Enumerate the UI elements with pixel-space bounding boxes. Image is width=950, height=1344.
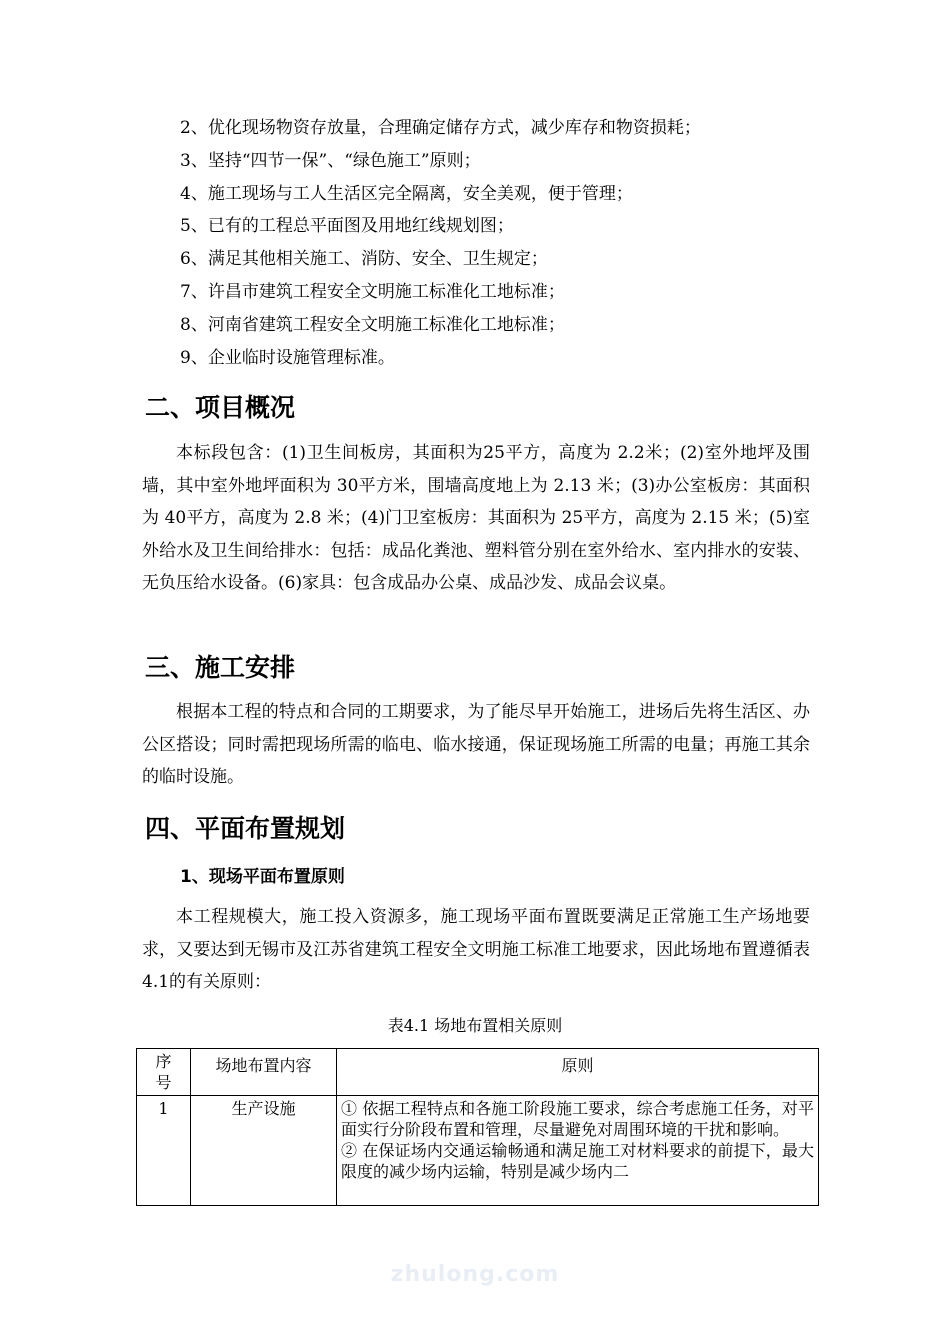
section-heading-layout: 四、平面布置规划 <box>145 814 346 843</box>
arrangement-paragraph: 根据本工程的特点和合同的工期要求，为了能尽早开始施工，进场后先将生活区、办公区搭设；同时需把现场所需的临电、临水接通，保证现场施工所需的电量；再施工其余的临时设施。 <box>142 702 810 787</box>
row-area: 生产设施 <box>191 1096 337 1206</box>
list-item: 6、满足其他相关施工、消防、安全、卫生规定； <box>180 249 548 270</box>
list-item: 2、优化现场物资存放量，合理确定储存方式，减少库存和物资损耗； <box>180 118 701 138</box>
list-item: 5、已有的工程总平面图及用地红线规划图； <box>180 216 514 237</box>
section-heading-arrangement: 三、施工安排 <box>145 653 296 682</box>
rule-item: ① 依据工程特点和各施工阶段施工要求，综合考虑施工任务，对平面实行分阶段布置和管理，尽量避免对周围环境的干扰和影响。 <box>341 1099 814 1139</box>
table-header-row <box>137 1049 819 1096</box>
list-item: 3、坚持“四节一保”、“绿色施工”原则； <box>180 150 481 171</box>
overview-paragraph: 本标段包含：(1)卫生间板房，其面积为25平方，高度为 2.2米；(2)室外地坪及围墙，其中室外地坪面积为 30平方米，围墙高度地上为 2.13 米；(3)办公室板房：其面积为 40平方，高度为 2.8 米；(4)门卫室板房：其面积为 25平方，高度为 2.15 米；(5)室外给水及卫生间给排水：包括：成品化粪池、塑料管分别在室外给水、室内排水的安装、无负压给水设备。(6)家具：包含成品办公桌、成品沙发、成品会议桌。 <box>142 443 810 593</box>
col-header-no: 序号 <box>137 1049 191 1096</box>
col-header-rule: 原则 <box>337 1049 819 1096</box>
site-layout-rules-table <box>136 1048 819 1206</box>
subsection-heading: 1、现场平面布置原则 <box>180 867 345 887</box>
watermark: zhulong.com <box>390 1262 560 1287</box>
list-item: 9、企业临时设施管理标准。 <box>180 347 395 368</box>
table-row <box>137 1096 819 1206</box>
row-number: 1 <box>137 1096 191 1206</box>
section-heading-overview: 二、项目概况 <box>145 393 296 422</box>
list-item: 8、河南省建筑工程安全文明施工标准化工地标准； <box>180 314 565 335</box>
table-caption: 表4.1 场地布置相关原则 <box>387 1016 563 1035</box>
row-rules <box>337 1096 819 1206</box>
layout-paragraph: 本工程规模大，施工投入资源多，施工现场平面布置既要满足正常施工生产场地要求，又要达到无锡市及江苏省建筑工程安全文明施工标准工地要求，因此场地布置遵循表4.1的有关原则： <box>142 907 810 992</box>
list-item: 7、许昌市建筑工程安全文明施工标准化工地标准； <box>180 281 565 302</box>
principles-list <box>180 112 820 374</box>
list-item: 4、施工现场与工人生活区完全隔离，安全美观，便于管理； <box>180 183 633 204</box>
col-header-area: 场地布置内容 <box>191 1049 337 1096</box>
rule-item: ② 在保证场内交通运输畅通和满足施工对材料要求的前提下，最大限度的减少场内运输，特别是减少场内二 <box>341 1141 814 1181</box>
